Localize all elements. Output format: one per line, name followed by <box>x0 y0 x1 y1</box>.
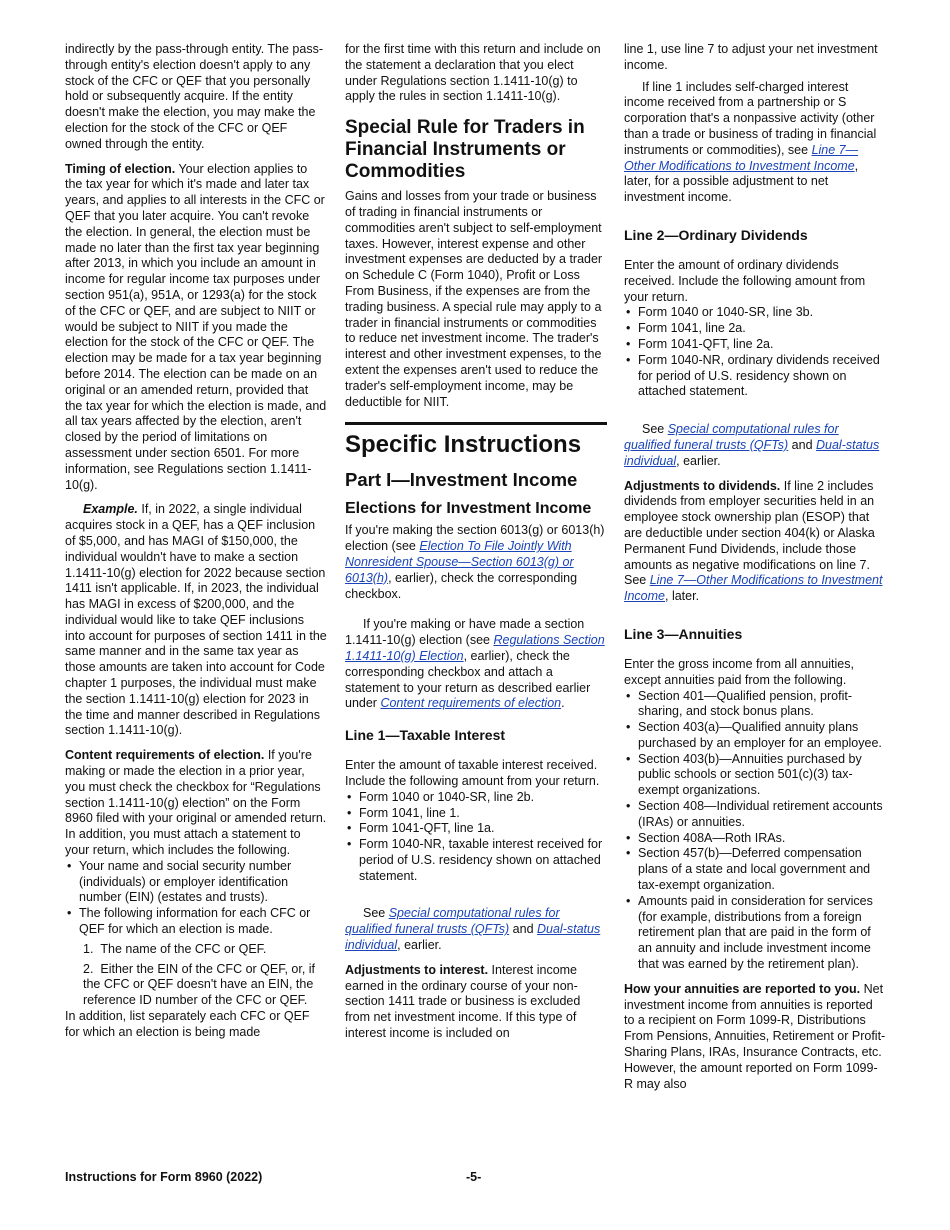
paragraph <box>345 523 607 602</box>
paragraph-text: If, in 2022, a single individual acquires stock in a QEF, has a QEF inclusion of $5,000, and has MAGI of $150,000, the individual wouldn't have to make a section 1.1411-10(g) election for 2022 because section 1411 isn't applicable. If, in 2023, the individual has MAGI in excess of $200,000, and the individual would like to take QEF inclusions into account for purposes of section 1411 in the same manner and in the same tax year as those amounts are taken into account for Code chapter 1 purposes, the individual must make the section 1.1411-10(g) election for 2023 in the time and manner described in Regulations section 1.1411-10(g). <box>65 502 327 738</box>
subsection-heading: Elections for Investment Income <box>345 500 592 518</box>
paragraph-text: and <box>509 922 537 937</box>
footer-title: Instructions for Form 8960 (2022) <box>65 1170 263 1184</box>
paragraph-text: . <box>561 696 565 711</box>
list-item: • Section 403(b)—Annuities purchased by public schools or section 501(c)(3) tax-exempt organizations. <box>624 752 886 799</box>
paragraph-text: , later, for a possible adjustment to net investment income. <box>624 158 859 205</box>
run-in-heading: Timing of election. <box>65 161 176 176</box>
paragraph: In addition, list separately each CFC or QEF for which an election is being made <box>65 1009 310 1039</box>
paragraph-text: , earlier. <box>397 938 442 953</box>
paragraph-text: , earlier. <box>676 453 721 468</box>
list-item: • Form 1040-NR, ordinary dividends received for period of U.S. residency shown on attached statement. <box>624 353 886 400</box>
list-item: • Form 1041, line 1. <box>345 806 607 822</box>
numbered-item: 2. Either the EIN of the CFC or QEF, or, if the CFC or QEF doesn't have an EIN, the reference ID number of the CFC or QEF. <box>83 961 316 1008</box>
paragraph: Enter the amount of ordinary dividends received. Include the following amount from your return. <box>624 257 866 304</box>
list-item: • Section 408A—Roth IRAs. <box>624 831 886 847</box>
paragraph <box>624 80 886 206</box>
run-in-heading: Example. <box>83 502 138 517</box>
list-item: • Section 408—Individual retirement accounts (IRAs) or annuities. <box>624 799 886 831</box>
paragraph-text: , earlier), check the corresponding checkbox. <box>345 570 578 601</box>
cross-reference-link[interactable]: Content requirements of election <box>380 696 562 711</box>
paragraph-adjustments-interest <box>345 963 607 1042</box>
line-heading: Line 2—Ordinary Dividends <box>624 226 808 243</box>
paragraph: Gains and losses from your trade or business of trading in financial instruments or commodities aren't subject to self-employment taxes. However, interest expense and other investment expenses are deducted by a trader on Schedule C (Form 1040), Profit or Loss From Business, if the expenses are from the trading business. A special rule may apply to a trader in financial instruments or commodities to reduce net investment income. The trader's interest and other investment expenses, to the extent the expenses aren't used to reduce the trader's self-employment income, may be deductible for NIIT. <box>345 189 603 409</box>
paragraph-how-reported <box>624 982 886 1093</box>
paragraph <box>624 422 886 469</box>
list-item: • Form 1040 or 1040-SR, line 3b. <box>624 305 886 321</box>
list-item: • Form 1041, line 2a. <box>624 321 886 337</box>
paragraph <box>345 617 607 712</box>
cross-reference-link[interactable]: Dual-status individual <box>624 437 880 468</box>
paragraph: line 1, use line 7 to adjust your net investment income. <box>624 42 878 72</box>
cross-reference-link[interactable]: Dual-status individual <box>345 922 601 953</box>
list-item: • Amounts paid in consideration for services (for example, distributions from a foreign retirement plan that are paid in the form of an annuity and include investment income that was earned by the retirement plan). <box>624 894 886 973</box>
paragraph-example <box>65 502 327 739</box>
section-heading: Special Rule for Traders in Financial Instruments or Commodities <box>345 117 585 183</box>
paragraph-text: , earlier), check the corresponding checkbox and attach a statement to your return as described earlier under <box>345 648 591 711</box>
column-right <box>624 42 886 1092</box>
numbered-item: 1. The name of the CFC or QEF. <box>83 941 267 956</box>
paragraph-content-requirements <box>65 748 327 859</box>
line-heading: Line 1—Taxable Interest <box>345 727 506 744</box>
paragraph-text: and <box>788 437 816 452</box>
paragraph: indirectly by the pass-through entity. The pass-through entity's election doesn't apply to any stock of the CFC or QEF that you personally hold or subsequently acquire. If the entity doesn't make the election, you may make the election for the stock of the CFC or QEF owned through the entity. <box>65 42 324 151</box>
paragraph: Enter the amount of taxable interest received. Include the following amount from your return. <box>345 758 600 788</box>
page-number: -5- <box>466 1170 482 1184</box>
run-in-heading: Adjustments to interest. <box>345 962 489 977</box>
cross-reference-link[interactable]: Regulations Section 1.1411-10(g) Election <box>345 633 605 663</box>
paragraph-text: Net investment income from annuities is reported to a recipient on Form 1099-R, Distributions From Pensions, Annuities, Retirement or Profit-Sharing Plans, IRAs, Insurance Contracts, etc. However, the amount reported on Form 1099-R may also <box>624 981 886 1091</box>
paragraph: Enter the gross income from all annuities, except annuities paid from the following. <box>624 656 854 687</box>
paragraph-timing <box>65 162 327 494</box>
cross-reference-link[interactable]: Election To File Jointly With Nonresident Spouse—Section 6013(g) or 6013(h) <box>345 539 574 585</box>
paragraph-adjustments-dividends <box>624 479 886 605</box>
list-item: • Your name and social security number (individuals) or employer identification number (EIN) (estates and trusts). <box>65 859 327 906</box>
paragraph: for the first time with this return and include on the statement a declaration that you elect under Regulations section 1.1411-10(g) to apply the rules in section 1.1411-10(g). <box>345 42 601 104</box>
paragraph-text: See <box>642 422 668 437</box>
list-item: • The following information for each CFC or QEF for which an election is made. <box>65 906 327 938</box>
paragraph-text: If you're making or made the election in a prior year, you must check the checkbox for “Regulations section 1.1411-10(g) election” on the Form 8960 filed with your original or amended return. In addition, you must attach a statement to your return, which includes the following. <box>65 748 327 858</box>
list-item: • Section 401—Qualified pension, profit-sharing, and stock bonus plans. <box>624 689 886 721</box>
line-heading: Line 3—Annuities <box>624 625 743 642</box>
column-middle <box>345 42 607 1042</box>
paragraph-text: See <box>363 906 389 921</box>
paragraph-text: If line 2 includes dividends from employer securities held in an employee stock ownership plan (ESOP) that are deductible under section 404(k) or Alaska Permanent Fund Dividends, include those amounts as negative modifications on line 7. See <box>624 478 875 588</box>
list-item: • Form 1041-QFT, line 2a. <box>624 337 886 353</box>
paragraph-text: If you're making the section 6013(g) or 6013(h) election (see <box>345 523 605 554</box>
paragraph <box>345 906 607 953</box>
paragraph-text: , later. <box>665 589 700 604</box>
run-in-heading: Adjustments to dividends. <box>624 478 781 493</box>
cross-reference-link[interactable]: Line 7—Other Modifications to Investment Income <box>624 573 883 604</box>
divider <box>345 422 607 425</box>
part-heading: Part I—Investment Income <box>345 469 578 491</box>
page-heading: Specific Instructions <box>345 431 582 459</box>
paragraph-text: Your election applies to the tax year for which it's made and later tax years, and applies to all interests in the CFC or QEF that you later acquire. You can't revoke the election. In general, the election must be made no later than the first tax year beginning after 2013, in which you include an amount in income for regular income tax purposes under section 951(a), 951A, or 1293(a) for the stock of the CFC or QEF, and are subject to NIIT or would be subject to NIIT if you made the election for the stock of the CFC or QEF. The election may be made for a tax year beginning before 2014. The election can be made on an original or an amended return, provided that the tax year for which the election is made, and all tax years affected by the election, aren't closed by the period of limitations on assessment under section 6501. For more information, see Regulations section 1.1411-10(g). <box>65 161 327 492</box>
list-item: • Section 457(b)—Deferred compensation plans of a state and local government and tax-exempt organization. <box>624 846 886 893</box>
column-left <box>65 42 327 1041</box>
run-in-heading: Content requirements of election. <box>65 748 265 763</box>
cross-reference-link[interactable]: Special computational rules for qualified funeral trusts (QFTs) <box>345 906 560 937</box>
paragraph-text: Interest income earned in the ordinary course of your non-section 1411 trade or business is excluded from net investment income. If this type of interest income is included on <box>345 962 581 1041</box>
paragraph-text: If line 1 includes self-charged interest income received from a partnership or S corporation that's a nonpassive activity (other than a trade or business of trading in financial instruments or commodities), see <box>624 79 877 157</box>
cross-reference-link[interactable]: Line 7—Other Modifications to Investment Income <box>624 142 859 173</box>
paragraph-text: If you're making or have made a section 1.1411-10(g) election (see <box>345 617 585 648</box>
list-item: • Form 1041-QFT, line 1a. <box>345 821 607 837</box>
run-in-heading: How your annuities are reported to you. <box>624 981 861 996</box>
cross-reference-link[interactable]: Special computational rules for qualified funeral trusts (QFTs) <box>624 422 839 452</box>
list-item: • Form 1040-NR, taxable interest received for period of U.S. residency shown on attached statement. <box>345 837 607 884</box>
list-item: • Section 403(a)—Qualified annuity plans purchased by an employer for an employee. <box>624 720 886 752</box>
list-item: • Form 1040 or 1040-SR, line 2b. <box>345 790 607 806</box>
